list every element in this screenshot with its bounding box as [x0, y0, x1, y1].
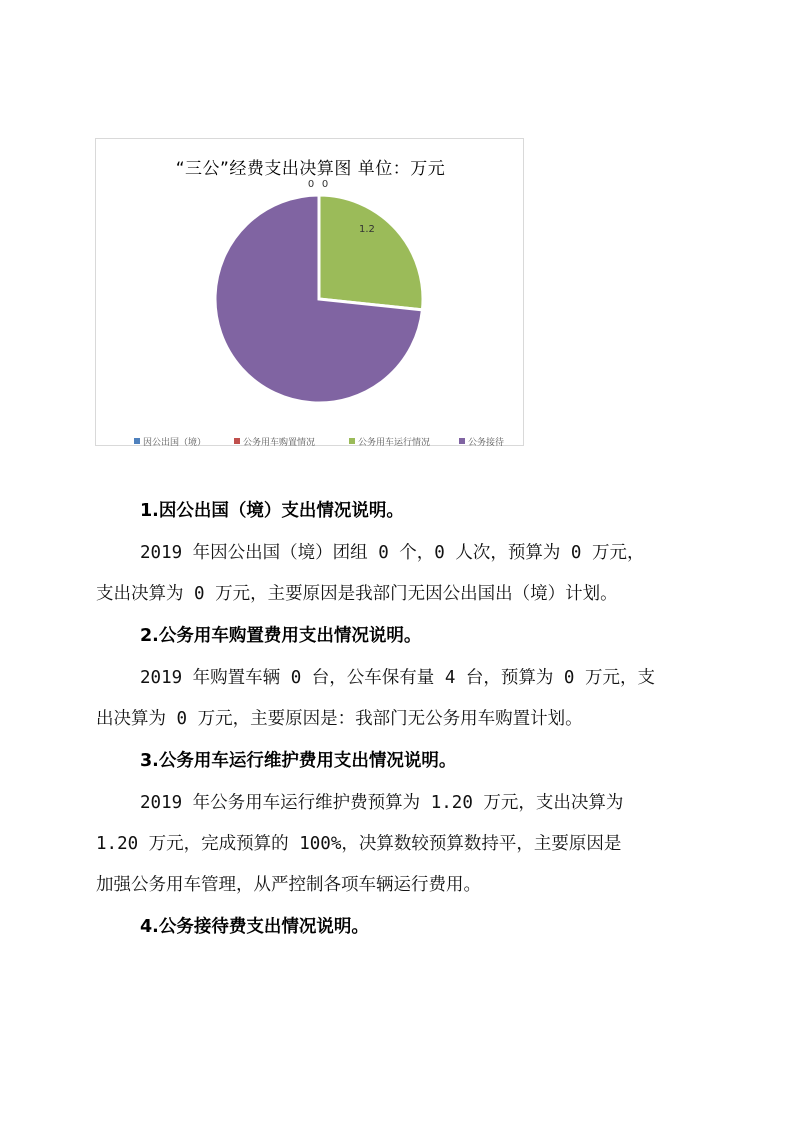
section-heading-1: 1.因公出国（境）支出情况说明。 — [140, 501, 404, 521]
paragraph-line: 出决算为 0 万元，主要原因是：我部门无公务用车购置计划。 — [96, 709, 583, 729]
paragraph-line: 2019 年公务用车运行维护费预算为 1.20 万元，支出决算为 — [140, 793, 624, 813]
legend-swatch — [234, 438, 240, 444]
paragraph-line: 1.20 万元，完成预算的 100%，决算数较预算数持平，主要原因是 — [96, 834, 622, 854]
pie-chart — [95, 138, 524, 446]
legend-swatch — [134, 438, 140, 444]
section-heading-4: 4.公务接待费支出情况说明。 — [140, 917, 369, 937]
section-heading-3: 3.公务用车运行维护费用支出情况说明。 — [140, 751, 457, 771]
legend-item — [459, 435, 504, 448]
legend-item — [134, 435, 206, 448]
legend-item — [234, 435, 315, 448]
chart-legend — [96, 435, 525, 449]
paragraph-line: 支出决算为 0 万元，主要原因是我部门无因公出国出（境）计划。 — [96, 584, 618, 604]
paragraph-line: 2019 年购置车辆 0 台，公车保有量 4 台，预算为 0 万元，支 — [140, 668, 656, 688]
legend-label: 公务用车购置情况 — [243, 438, 316, 448]
paragraph-line: 2019 年因公出国（境）团组 0 个，0 人次，预算为 0 万元， — [140, 543, 645, 563]
section-heading-2: 2.公务用车购置费用支出情况说明。 — [140, 626, 422, 646]
data-label: 1.2 — [358, 223, 375, 235]
pie-chart-canvas — [96, 139, 525, 447]
legend-label: 公务用车运行情况 — [358, 438, 431, 448]
legend-swatch — [349, 438, 355, 444]
legend-swatch — [459, 438, 465, 444]
legend-label: 因公出国（境） — [143, 438, 207, 448]
chart-title: “三公”经费支出决算图 单位：万元 — [175, 159, 446, 179]
legend-label: 公务接待 — [468, 438, 505, 448]
paragraph-line: 加强公务用车管理，从严控制各项车辆运行费用。 — [96, 875, 481, 895]
data-label: 0 — [307, 179, 315, 190]
legend-item — [349, 435, 430, 448]
pie-slice — [319, 195, 423, 310]
data-label: 0 — [321, 179, 329, 190]
